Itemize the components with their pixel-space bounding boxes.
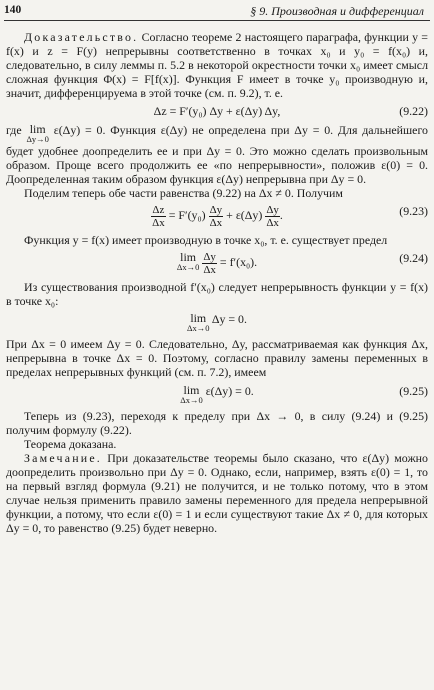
fraction-dy-dx	[202, 251, 217, 276]
page-body	[6, 30, 428, 535]
fraction-numerator: Δz	[152, 203, 165, 216]
epsilon-text: ε(Δy) = 0. Функция ε(Δy) не определена при Δy = 0. Для дальнейшего будет удобнее доопределить ее и при Δy = 0. Это можно сделать произвольным образом. Проще всего продолжить ее «по непрерывности», положив ε(0) = 0. Доопределенная таким образом функция ε(Δy) непрерывна при Δy = 0.	[6, 122, 428, 186]
header-rule	[4, 20, 430, 21]
equation-9-23	[6, 204, 428, 229]
equation-9-23-number: (9.23)	[399, 203, 428, 218]
limit-subscript: Δx→0	[176, 262, 200, 273]
epsilon-paragraph	[6, 123, 428, 186]
proof-heading: Доказательство.	[24, 30, 139, 44]
equation-9-25-rhs: ε(Δy) = 0.	[205, 383, 254, 398]
equation-9-25-number: (9.25)	[399, 383, 428, 398]
equation-continuity-rhs: Δy = 0.	[211, 312, 247, 327]
where-word: где	[6, 122, 22, 137]
remark-text: При доказательстве теоремы было сказано, что ε(Δy) можно доопределить произвольно при Δy = 0. Однако, если, например, взять ε(0) = 1, то на первый взгляд формула (9.21) не получится, и не только потому, что в этом случае нельзя применить правило замены переменного для предела непрерывной функции, а потому, что если ε(0) = 1 и если существуют такие Δx ≠ 0, для которых Δy = 0, то равенство (9.25) будет неверно.	[6, 450, 428, 536]
limit-word: lim	[180, 250, 197, 265]
equation-continuity	[6, 312, 428, 333]
fraction-denominator: Δx	[266, 216, 279, 229]
limit-word: lim	[29, 121, 46, 136]
divide-paragraph: Поделим теперь обе части равенства (9.22) на Δx ≠ 0. Получим	[24, 185, 343, 200]
equation-9-23-middle: = F′(y₀)	[168, 208, 206, 223]
equation-9-22-body: Δz = F′(y₀) Δy + ε(Δy) Δy,	[153, 104, 281, 119]
limit-dx	[187, 312, 209, 333]
continuity-paragraph: Из существования производной f′(x₀) следует непрерывность функции y = f(x) в точке x₀:	[6, 280, 428, 309]
running-title: § 9. Производная и дифференциал	[250, 4, 424, 18]
limit-word: lim	[183, 382, 200, 397]
proof-paragraph	[6, 30, 428, 100]
equation-9-24-number: (9.24)	[399, 251, 428, 266]
proof-text: Согласно теореме 2 настоящего параграфа, функции y = f(x) и z = F(y) непрерывны соответственно в точках x₀ и y₀ = f(x₀) и, следовательно, в силу леммы п. 5.2 в некоторой окрестности точки x₀ имеет смысл сложная функция Φ(x) = F[f(x)]. Функция F имеет в точке y₀ производную и, значит, дифференцируема в этой точке (см. п. 9.2), т. е.	[6, 30, 428, 101]
limit-word: lim	[190, 311, 207, 326]
equation-9-23-plus: + ε(Δy)	[226, 208, 263, 223]
conclusion-paragraph: Теперь из (9.23), переходя к пределу при Δx → 0, в силу (9.24) и (9.25) получим формулу (9.22).	[6, 408, 428, 437]
fraction-denominator: Δx	[209, 216, 223, 229]
limit-dy	[26, 123, 48, 144]
fraction-dz-dx	[151, 204, 166, 229]
limit-dx	[180, 384, 202, 405]
derivative-paragraph: Функция y = f(x) имеет производную в точке x₀, т. е. существует предел	[24, 232, 388, 247]
limit-dx	[177, 251, 199, 272]
limit-subscript: Δy→0	[26, 133, 49, 144]
fraction-denominator: Δx	[152, 216, 165, 229]
fraction-dy-dx-1	[209, 204, 224, 229]
limit-subscript: Δx→0	[187, 323, 210, 334]
substitution-paragraph: При Δx = 0 имеем Δy = 0. Следовательно, Δy, рассматриваемая как функция Δx, непрерывна в точке Δx = 0. Поэтому, согласно правилу замены переменных в пределах непрерывных функций (см. п. 7.2), имеем	[6, 337, 428, 380]
fraction-dy-dx-2	[265, 204, 280, 229]
remark-paragraph	[6, 451, 428, 536]
equation-9-23-tail: .	[279, 208, 283, 223]
fraction-numerator: Δy	[203, 251, 216, 264]
equation-9-25	[6, 384, 428, 405]
equation-9-22-number: (9.22)	[399, 104, 428, 119]
equation-9-24	[6, 251, 428, 276]
fraction-numerator: Δy	[209, 203, 223, 216]
running-header	[4, 2, 430, 20]
remark-heading: Замечание.	[24, 450, 102, 465]
limit-subscript: Δx→0	[180, 394, 203, 405]
page-number: 140	[4, 4, 22, 16]
equation-9-24-rhs: = f′(x₀).	[219, 255, 258, 270]
equation-9-22	[6, 104, 428, 118]
fraction-denominator: Δx	[203, 264, 216, 277]
theorem-proved: Теорема доказана.	[24, 436, 117, 451]
fraction-numerator: Δy	[266, 203, 279, 216]
